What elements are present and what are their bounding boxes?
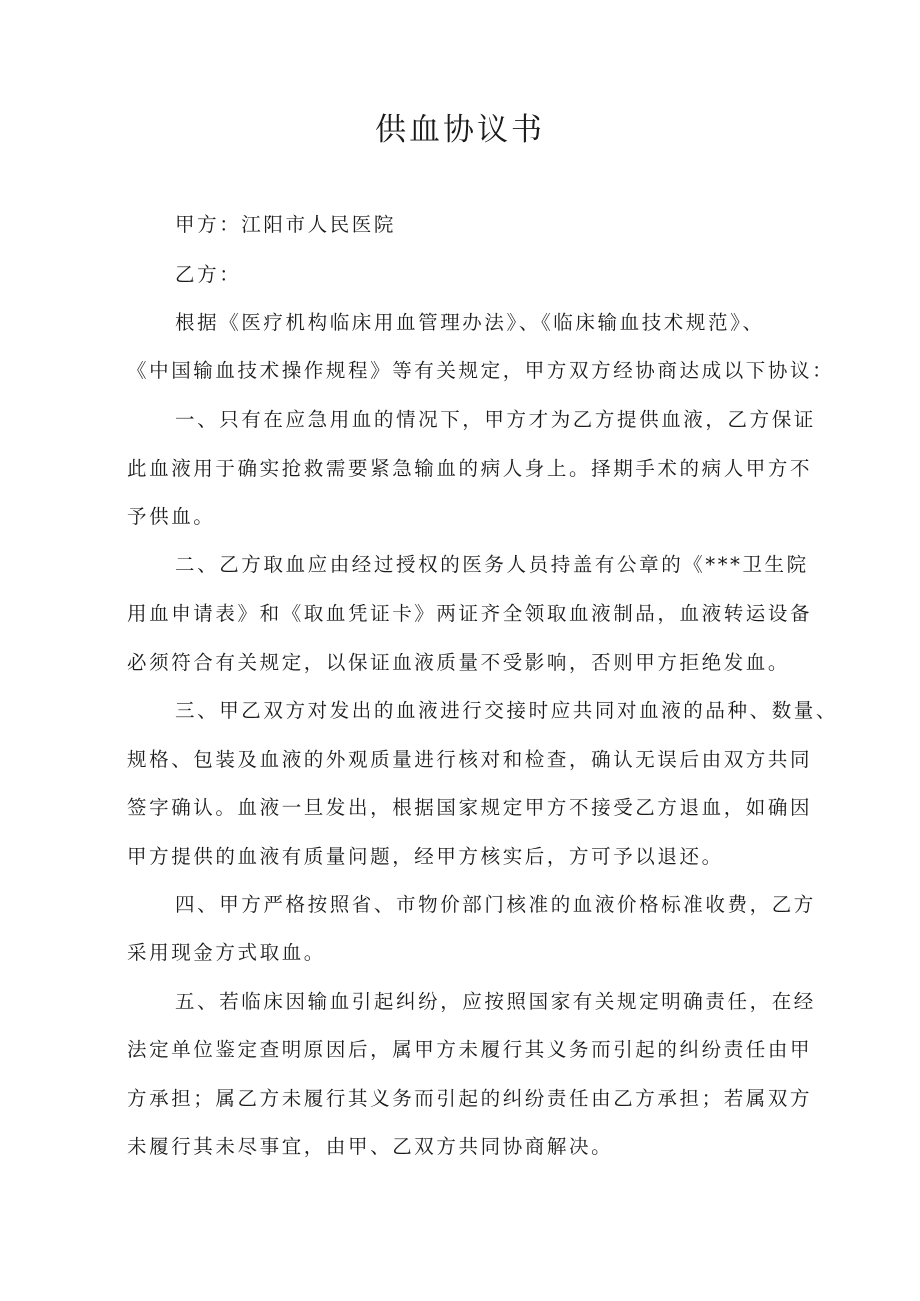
- text-line: 法定单位鉴定查明原因后，属甲方未履行其义务而引起的纠纷责任由甲: [127, 1038, 813, 1061]
- text-line: 必须符合有关规定，以保证血液质量不受影响，否则甲方拒绝发血。: [127, 651, 791, 674]
- text-line: 二、乙方取血应由经过授权的医务人员持盖有公章的《***卫生院: [175, 553, 809, 576]
- text-line: 规格、包装及血液的外观质量进行核对和检查，确认无误后由双方共同: [127, 748, 813, 771]
- text-line: 根据《医疗机构临床用血管理办法》、《临床输血技术规范》、: [175, 311, 765, 334]
- party-b-line: 乙方：: [175, 263, 242, 286]
- text-line: 一、只有在应急用血的情况下，甲方才为乙方提供血液，乙方保证: [175, 408, 816, 431]
- text-line: 五、若临床因输血引起纠纷，应按照国家有关规定明确责任，在经: [175, 990, 816, 1013]
- page-title: 供血协议书: [375, 112, 545, 148]
- text-line: 甲方提供的血液有质量问题，经甲方核实后，方可予以退还。: [127, 845, 724, 868]
- text-line: 签字确认。血液一旦发出，根据国家规定甲方不接受乙方退血，如确因: [127, 796, 813, 819]
- text-line: 未履行其未尽事宜，由甲、乙双方共同协商解决。: [127, 1135, 614, 1158]
- text-line: 《中国输血技术操作规程》等有关规定，甲方双方经协商达成以下协议：: [127, 359, 835, 382]
- text-line: 三、甲乙双方对发出的血液进行交接时应共同对血液的品种、数量、: [175, 699, 839, 722]
- text-line: 此血液用于确实抢救需要紧急输血的病人身上。择期手术的病人甲方不: [127, 457, 813, 480]
- text-line: 四、甲方严格按照省、市物价部门核准的血液价格标准收费，乙方: [175, 893, 816, 916]
- text-line: 方承担；属乙方未履行其义务而引起的纠纷责任由乙方承担；若属双方: [127, 1087, 813, 1110]
- text-line: 采用现金方式取血。: [127, 941, 326, 964]
- party-a-line: 甲方：江阳市人民医院: [175, 213, 397, 236]
- text-line: 予供血。: [127, 505, 216, 528]
- text-line: 用血申请表》和《取血凭证卡》两证齐全领取血液制品，血液转运设备: [127, 602, 813, 625]
